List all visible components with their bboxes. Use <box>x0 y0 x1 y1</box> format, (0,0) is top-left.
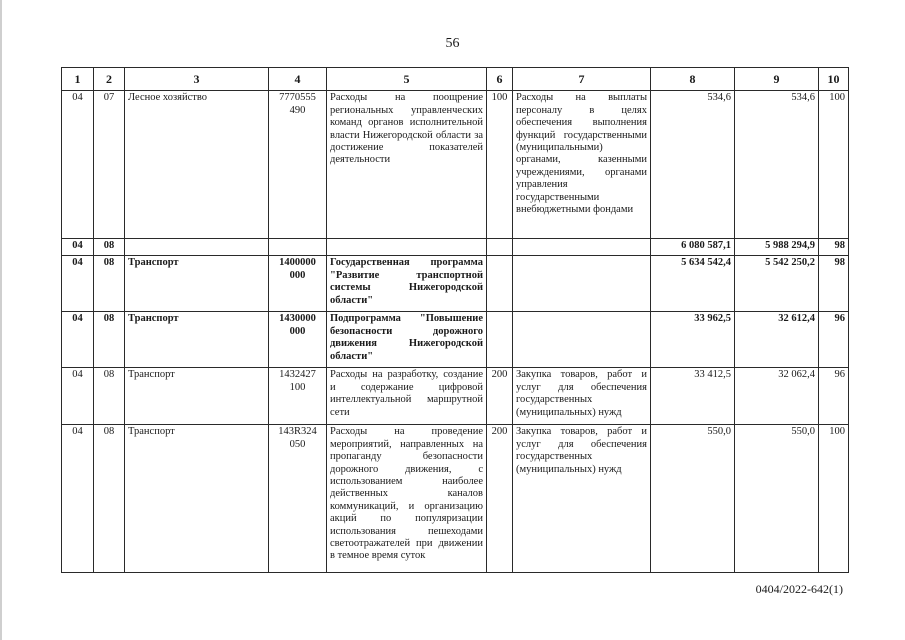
table-header-row <box>62 68 849 91</box>
expense-type-code: 200 <box>487 368 513 425</box>
subsection-code: 08 <box>94 425 125 573</box>
expense-type-name <box>513 256 651 312</box>
planned-amount: 550,0 <box>651 425 735 573</box>
subsection-code: 08 <box>94 312 125 368</box>
expense-type-code: 200 <box>487 425 513 573</box>
execution-percent: 100 <box>819 91 849 239</box>
table-row <box>62 425 849 573</box>
target-article-code: 143R324 050 <box>269 425 327 573</box>
section-code: 04 <box>62 425 94 573</box>
subsection-name: Транспорт <box>125 312 269 368</box>
subsection-name <box>125 239 269 256</box>
target-article-name: Расходы на проведение мероприятий, направленных на пропаганду безопасности дорожного движения, с использованием наиболее действенных каналов коммуникаций, и организацию акций по популяризации использования пешеходами светоотражателей при движении в темное время суток <box>327 425 487 573</box>
subsection-name: Транспорт <box>125 425 269 573</box>
expense-type-code <box>487 239 513 256</box>
section-code: 04 <box>62 256 94 312</box>
planned-amount: 5 634 542,4 <box>651 256 735 312</box>
target-article-code: 7770555 490 <box>269 91 327 239</box>
column-header: 1 <box>62 68 94 91</box>
expense-type-name: Закупка товаров, работ и услуг для обеспечения государственных (муниципальных) нужд <box>513 368 651 425</box>
table-row <box>62 239 849 256</box>
column-header: 9 <box>735 68 819 91</box>
table-row <box>62 91 849 239</box>
expense-type-name: Закупка товаров, работ и услуг для обеспечения государственных (муниципальных) нужд <box>513 425 651 573</box>
target-article-code: 1432427 100 <box>269 368 327 425</box>
executed-amount: 550,0 <box>735 425 819 573</box>
target-article-code <box>269 239 327 256</box>
execution-percent: 100 <box>819 425 849 573</box>
table-row <box>62 312 849 368</box>
target-article-name: Подпрограмма "Повышение безопасности дорожного движения Нижегородской области" <box>327 312 487 368</box>
executed-amount: 534,6 <box>735 91 819 239</box>
expense-type-code: 100 <box>487 91 513 239</box>
expense-type-name <box>513 239 651 256</box>
subsection-name: Транспорт <box>125 368 269 425</box>
target-article-name: Расходы на поощрение региональных управленческих команд органов исполнительной власти Нижегородской области за достижение показателей деятельности <box>327 91 487 239</box>
executed-amount: 5 542 250,2 <box>735 256 819 312</box>
table-row <box>62 256 849 312</box>
target-article-code: 1430000 000 <box>269 312 327 368</box>
column-header: 8 <box>651 68 735 91</box>
subsection-code: 08 <box>94 256 125 312</box>
execution-percent: 96 <box>819 368 849 425</box>
target-article-name: Государственная программа "Развитие транспортной системы Нижегородской области" <box>327 256 487 312</box>
expense-type-code <box>487 256 513 312</box>
planned-amount: 6 080 587,1 <box>651 239 735 256</box>
subsection-name: Транспорт <box>125 256 269 312</box>
expense-type-name <box>513 312 651 368</box>
executed-amount: 32 062,4 <box>735 368 819 425</box>
budget-table <box>61 67 849 573</box>
target-article-code: 1400000 000 <box>269 256 327 312</box>
executed-amount: 5 988 294,9 <box>735 239 819 256</box>
expense-type-name: Расходы на выплаты персоналу в целях обеспечения выполнения функций государственными (муниципальными) органами, казенными учреждениями, органами управления государственными внебюджетными фондами <box>513 91 651 239</box>
section-code: 04 <box>62 91 94 239</box>
column-header: 5 <box>327 68 487 91</box>
section-code: 04 <box>62 312 94 368</box>
expense-type-code <box>487 312 513 368</box>
planned-amount: 33 412,5 <box>651 368 735 425</box>
table-row <box>62 368 849 425</box>
section-code: 04 <box>62 368 94 425</box>
subsection-code: 08 <box>94 239 125 256</box>
executed-amount: 32 612,4 <box>735 312 819 368</box>
subsection-code: 07 <box>94 91 125 239</box>
target-article-name: Расходы на разработку, создание и содержание цифровой интеллектуальной маршрутной сети <box>327 368 487 425</box>
execution-percent: 96 <box>819 312 849 368</box>
scan-left-edge <box>0 0 2 640</box>
execution-percent: 98 <box>819 256 849 312</box>
document-code: 0404/2022-642(1) <box>755 582 843 596</box>
planned-amount: 534,6 <box>651 91 735 239</box>
column-header: 2 <box>94 68 125 91</box>
subsection-name: Лесное хозяйство <box>125 91 269 239</box>
target-article-name <box>327 239 487 256</box>
section-code: 04 <box>62 239 94 256</box>
subsection-code: 08 <box>94 368 125 425</box>
execution-percent: 98 <box>819 239 849 256</box>
column-header: 6 <box>487 68 513 91</box>
page-number: 56 <box>445 36 460 51</box>
planned-amount: 33 962,5 <box>651 312 735 368</box>
column-header: 7 <box>513 68 651 91</box>
column-header: 10 <box>819 68 849 91</box>
column-header: 3 <box>125 68 269 91</box>
column-header: 4 <box>269 68 327 91</box>
